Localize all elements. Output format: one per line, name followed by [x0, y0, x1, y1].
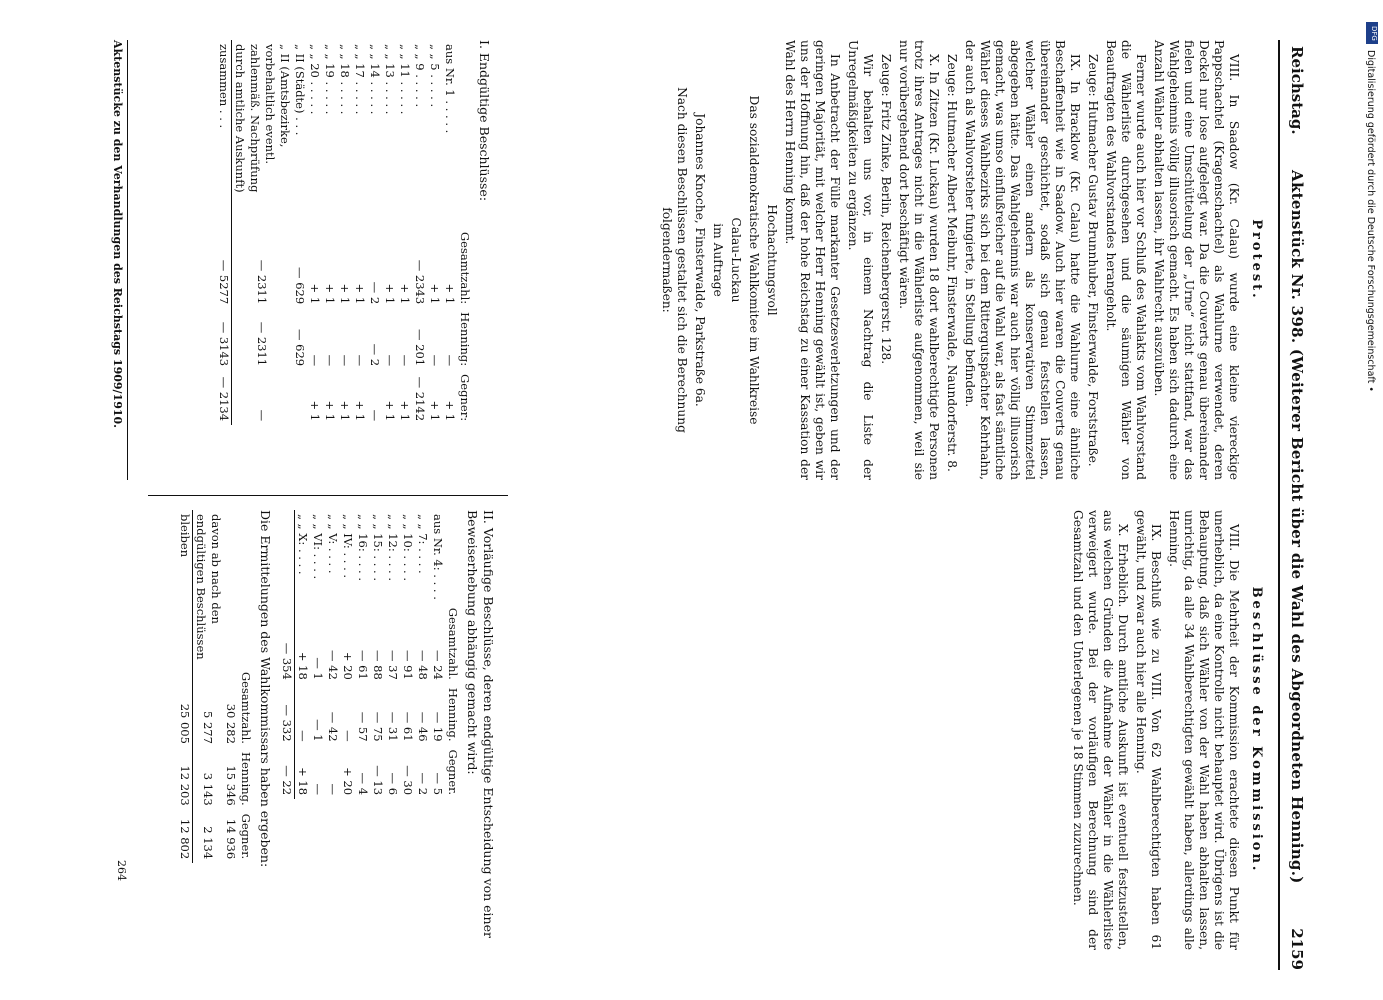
table-cell: 3 143	[201, 772, 216, 806]
table-cell: aus Nr. 4: . . . .	[431, 514, 445, 600]
table-cell: — 332	[279, 684, 295, 746]
paragraph: Ferner wurde auch hier vor Schluß des Wahlakts vom Wahlvorstand die Wählerliste durchgesehen und die säumigen Wähler von Beauftragten des Wahlvorstandes herangeholt.	[1104, 40, 1148, 480]
witness-line: Zeuge: Fritz Zinke, Berlin, Reichenbergerstr. 128.	[879, 54, 893, 365]
table-cell: —	[311, 783, 325, 796]
table-cell: — 2	[368, 281, 382, 305]
table-cell: „ „ IV: . . . .	[341, 514, 355, 579]
paragraph: Wir behalten uns vor, in einem Nachtrag die Liste der Unregelmäßigkeiten zu ergänzen.	[846, 40, 875, 480]
signature-line: Calau-Luckau	[729, 217, 743, 303]
table-header: Gesamtzahl:	[458, 232, 472, 305]
table-row	[397, 40, 412, 425]
table-row	[310, 510, 325, 799]
signature-line: Johannes Knoche, Finsterwalde, Parkstraße 6a.	[693, 113, 707, 407]
table-cell: — 46	[416, 711, 430, 742]
table-cell: „ „ V: . . . .	[326, 514, 340, 574]
table-cell: + 1	[308, 283, 322, 305]
table-cell: „ „ 19 . . . . .	[323, 44, 337, 115]
table-cell: — 24	[431, 650, 445, 680]
table-cell	[238, 510, 253, 668]
paragraph: IX. In Bracklow (Kr. Calau) hatte die Wahlurne eine ähnliche Beschaffenheit wie in Saadow. Auch hier waren die Couverts genau übereinander geschichtet, sodaß sich genau feststellen lassen, welcher Wähler einen andern als konservativen Stimmzettel abgegeben hätte. Das Wahlgeheimnis war auch hier völlig illusorisch gemacht, was umso einflußreicher auf die Wahl war, als fast sämtliche Wähler dieses Wahlbezirks sich bei dem Rittergutspächter Kehrhahn, der auch als Wahlvorsteher fungierte, in Stellung befinden.	[963, 40, 1082, 480]
table-row	[325, 510, 340, 799]
table-cell: — 5277	[216, 228, 232, 308]
table-cell: —	[368, 409, 382, 422]
table-cell: „ „ 14 . . . . .	[368, 44, 382, 115]
table-cell: —	[398, 354, 412, 367]
table-row	[295, 510, 311, 799]
paragraph: In Anbetracht der Fülle markanter Gesetzesverletzungen und der geringen Majorität, mit welcher Herr Henning gewählt ist, geben wir uns der Hoffnung hin, daß der hohe Reichstag zu einer Kassation der Wahl des Herrn Henning kommt.	[783, 40, 842, 480]
table-header: Gesamtzahl.	[239, 672, 253, 744]
table-row	[382, 40, 397, 425]
table-cell: — 19	[431, 711, 445, 742]
table-cell: — 57	[356, 711, 370, 742]
table-cell: aus Nr. 1 . . . . .	[443, 44, 457, 134]
table-cell: „ „ 11 . . . . .	[398, 44, 412, 115]
table-row	[400, 510, 415, 799]
table-cell: — 61	[401, 711, 415, 742]
table-row	[355, 510, 370, 799]
table-cell: „ II (Amtsbezirke, vorbehaltlich eventl. zahlenmäß. Nachprüfung durch amtliche Auskunft)	[233, 44, 292, 193]
paragraph: X. In Zitzen (Kr. Luckau) wurden 18 dort wahlberechtigte Personen trotz ihres Antrages nicht in die Wählerliste aufgenommen, weil sie nur vorübergehend dort beschäftigt wären.	[897, 40, 941, 480]
table-cell: —	[341, 730, 355, 742]
table-cell: + 1	[443, 283, 457, 305]
table-cell: —	[308, 354, 322, 367]
table-cell: 12 203	[177, 748, 193, 810]
table-header: Gegner:	[458, 374, 472, 422]
table-cell: „ „ 17 . . . . .	[353, 44, 367, 115]
table-cell: „ „ 9 . . . . .	[413, 44, 427, 108]
table-cell	[223, 510, 238, 668]
table-cell: + 1	[398, 400, 412, 422]
table-cell: + 1	[383, 283, 397, 305]
table-cell: — 1	[311, 657, 325, 680]
table-row	[370, 510, 385, 799]
table-cell: + 20	[341, 651, 355, 680]
table-row	[412, 40, 427, 425]
table-cell: + 1	[443, 400, 457, 422]
table-cell: zusammen . . .	[216, 40, 232, 228]
table-cell: + 18	[296, 767, 310, 796]
table-header: Gegner.	[239, 813, 253, 860]
table-row	[352, 40, 367, 425]
table-cell: — 42	[326, 650, 340, 680]
table-cell: — 2134	[216, 370, 232, 425]
table-cell: — 3143	[216, 308, 232, 370]
table-cell: + 1	[428, 400, 442, 422]
header-left: Reichstag.	[1288, 46, 1306, 135]
table-cell: + 1	[338, 283, 352, 305]
table-cell: —	[428, 354, 442, 367]
table-cell: —	[326, 783, 340, 796]
table-cell: — 629	[293, 267, 307, 305]
table-cell: — 48	[416, 650, 430, 680]
table-cell: — 22	[279, 746, 295, 799]
paragraph: X. Erheblich. Durch amtliche Auskunft ist eventuell festzustellen, aus welchen Gründen die Aufnahme der Wähler in die Wählerliste verweigert wurde. Bei der vorläufigen Berechnung sind der Gesamtzahl und den Unterlegenen je 18 Stimmen zuzurechnen.	[1071, 510, 1130, 950]
table-cell: 25 005	[177, 668, 193, 748]
table-cell: — 1	[311, 719, 325, 742]
signature-line: Hochachtungsvoll	[765, 204, 779, 316]
table-cell: „ „ 10: . . . .	[401, 514, 415, 581]
table-row	[322, 40, 337, 425]
table-cell: — 2	[416, 772, 430, 796]
left-column	[656, 40, 1268, 480]
table-cell: — 5	[431, 772, 445, 796]
provisional-decisions-table	[177, 510, 496, 950]
paragraph: VIII. Die Mehrheit der Kommission erachtete diesen Punkt für unerheblich, da eine Kontrolle nicht behauptet wird. Übrigens ist die Behauptung, daß sich Wähler von der Wahl haben abhalten lassen, unrichtig, da alle 34 Wahlberechtigten gewählt haben, allerdings alle Henning.	[1167, 510, 1241, 950]
table-row	[442, 40, 457, 425]
page-header	[1278, 40, 1308, 970]
page-number: 2159	[1288, 928, 1306, 970]
table-cell: 15 346	[224, 765, 238, 806]
column-divider	[148, 495, 508, 496]
table-cell: — 2	[368, 343, 382, 367]
table-cell: — 2142	[413, 376, 427, 422]
table-cell: —	[255, 409, 270, 422]
table-cell: „ „ 5 . . . . .	[428, 44, 442, 108]
table-cell: — 2343	[413, 259, 427, 305]
table-cell: — 37	[386, 650, 400, 680]
table-cell: davon ab nach den endgültigen Beschlüssen	[194, 514, 223, 660]
table-cell: 5 277	[201, 711, 216, 744]
table-cell: 2 134	[201, 826, 216, 860]
table-row	[385, 510, 400, 799]
table	[279, 510, 460, 799]
table-row	[307, 40, 322, 425]
table-title: I. Endgültige Beschlüsse:	[477, 40, 492, 202]
table-header	[445, 510, 460, 604]
page-footer: Aktenstücke zu den Verhandlungen des Reichstags 1909/1910.	[111, 40, 128, 480]
table-cell: — 91	[401, 650, 415, 680]
table-cell: — 75	[371, 711, 385, 742]
table-title: II. Vorläufige Beschlüsse, deren endgültige Entscheidung von einer Beweiserhebung abhängig gemacht wird:	[465, 510, 496, 938]
right-column	[1067, 510, 1268, 950]
table-cell: —	[353, 354, 367, 367]
paragraph: VIII. In Saadow (Kr. Calau) wurde eine kleine viereckige Pappschachtel (Kragenschachtel) als Wahlurne verwendet, deren Deckel nur lose aufgelegt war. Da die Couverts genau übereinander fielen und eine Umschüttelung der „Urne“ nicht stattfand, war das Wahlgeheimnis völlig illusorisch gemacht. Es haben sich dadurch eine Anzahl Wähler abhalten lassen, ihr Wahlrecht auszuüben.	[1152, 40, 1241, 480]
table-cell: + 1	[428, 283, 442, 305]
table-row	[292, 40, 307, 425]
table-cell: 14 936	[224, 818, 238, 860]
table-header: Henning.	[446, 687, 460, 742]
table-cell: + 1	[398, 283, 412, 305]
table-cell	[279, 510, 295, 604]
table-row	[232, 40, 293, 425]
calculation-intro: Nach diesen Beschlüssen gestaltet sich die Berechnung folgendermaßen:	[660, 87, 689, 433]
table-cell: — 201	[413, 329, 427, 367]
table-cell: + 1	[353, 283, 367, 305]
table-cell	[292, 370, 307, 425]
table-cell: —	[383, 354, 397, 367]
table-cell: + 1	[323, 400, 337, 422]
header-title: Aktenstück Nr. 398. (Weiterer Bericht über die Wahl des Abgeordneten Henning.)	[1288, 170, 1306, 884]
table-cell: — 42	[326, 711, 340, 742]
witness-line: Zeuge: Hutmacher Albert Meibuhr, Finsterwalde, Naundorferstr. 8.	[945, 54, 959, 472]
table-cell: „ „ 18 . . . . .	[338, 44, 352, 115]
table-row-total	[216, 40, 232, 425]
table-cell: —	[323, 354, 337, 367]
table-header: Henning:	[458, 312, 472, 367]
table-row	[427, 40, 442, 425]
table-cell: „ II (Städte) . . .	[293, 44, 307, 136]
table-cell: + 1	[323, 283, 337, 305]
table-row	[340, 510, 355, 799]
final-decisions-table	[216, 40, 492, 480]
sidenote-text: Digitalisierung gefördert durch die Deutsche Forschungsgemeinschaft •	[1365, 50, 1376, 392]
table-row	[367, 40, 382, 425]
table-cell: „ „ 12: . . . .	[386, 514, 400, 581]
table-cell: — 354	[279, 604, 295, 684]
table-cell: „ „ VI: . . . .	[311, 514, 325, 580]
commission-heading: Beschlüsse der Kommission.	[1249, 586, 1264, 874]
table-header: Gegner.	[446, 749, 460, 796]
table-cell: — 88	[371, 650, 385, 680]
table	[216, 40, 472, 425]
table-header: Henning.	[239, 751, 253, 806]
table-cell: —	[338, 354, 352, 367]
table-cell: + 18	[296, 651, 310, 680]
table-cell: „ „ 7: . . . .	[416, 514, 430, 574]
table-cell: + 1	[383, 400, 397, 422]
table-cell: „ „ 15: . . . .	[371, 514, 385, 581]
table-cell: „ „ 16: . . . .	[356, 514, 370, 581]
table-cell: — 2311	[255, 321, 270, 367]
table-cell: —	[296, 730, 310, 742]
signature-line: im Auftrage	[711, 223, 725, 297]
table-cell: + 1	[338, 400, 352, 422]
table-cell: + 1	[353, 400, 367, 422]
table-cell: — 61	[356, 650, 370, 680]
table-row	[415, 510, 430, 799]
table-cell: — 30	[401, 765, 415, 796]
table-cell: „ „ 20 . . . . .	[308, 44, 322, 115]
table-cell: — 2311	[255, 259, 270, 305]
ermittlung-title: Die Ermittelungen des Wahlkommissars haben ergeben:	[258, 510, 273, 868]
table-cell: + 1	[308, 400, 322, 422]
table-cell: — 13	[371, 765, 385, 796]
signature-line: Das sozialdemokratische Wahlkomitee im Wahlkreise	[747, 95, 761, 425]
table-cell: 12 802	[177, 810, 193, 863]
table-row	[337, 40, 352, 425]
witness-line: Zeuge: Hutmacher Gustav Brunnhuber, Finsterwalde, Forststraße.	[1086, 54, 1100, 467]
ermittlung-table	[177, 510, 253, 863]
folio-number: 264	[115, 860, 128, 881]
table-cell: — 31	[386, 711, 400, 742]
table-header	[457, 40, 472, 228]
table-cell: — 6	[386, 772, 400, 796]
rotated-page	[68, 40, 1308, 970]
table-cell: —	[443, 354, 457, 367]
dfg-logo: DFG	[1366, 22, 1378, 44]
protest-heading: Protest.	[1249, 219, 1264, 301]
table-cell: 30 282	[224, 703, 238, 744]
table-cell: „ „ X: . . . .	[296, 514, 310, 575]
table-header: Gesamtzahl.	[446, 607, 460, 680]
table-cell: + 20	[341, 767, 355, 796]
paragraph: IX. Beschluß wie zu VIII. Von 62 Wahlberechtigten haben 61 gewählt, und zwar auch hier alle Henning.	[1134, 510, 1163, 950]
table-cell: „ „ 13 . . . . .	[383, 44, 397, 115]
table-row	[430, 510, 445, 799]
table-cell: — 4	[356, 772, 370, 796]
table-cell: bleiben	[177, 510, 193, 668]
table-row-total	[279, 510, 295, 799]
table-cell: — 629	[293, 329, 307, 367]
funding-sidenote	[1366, 10, 1378, 990]
